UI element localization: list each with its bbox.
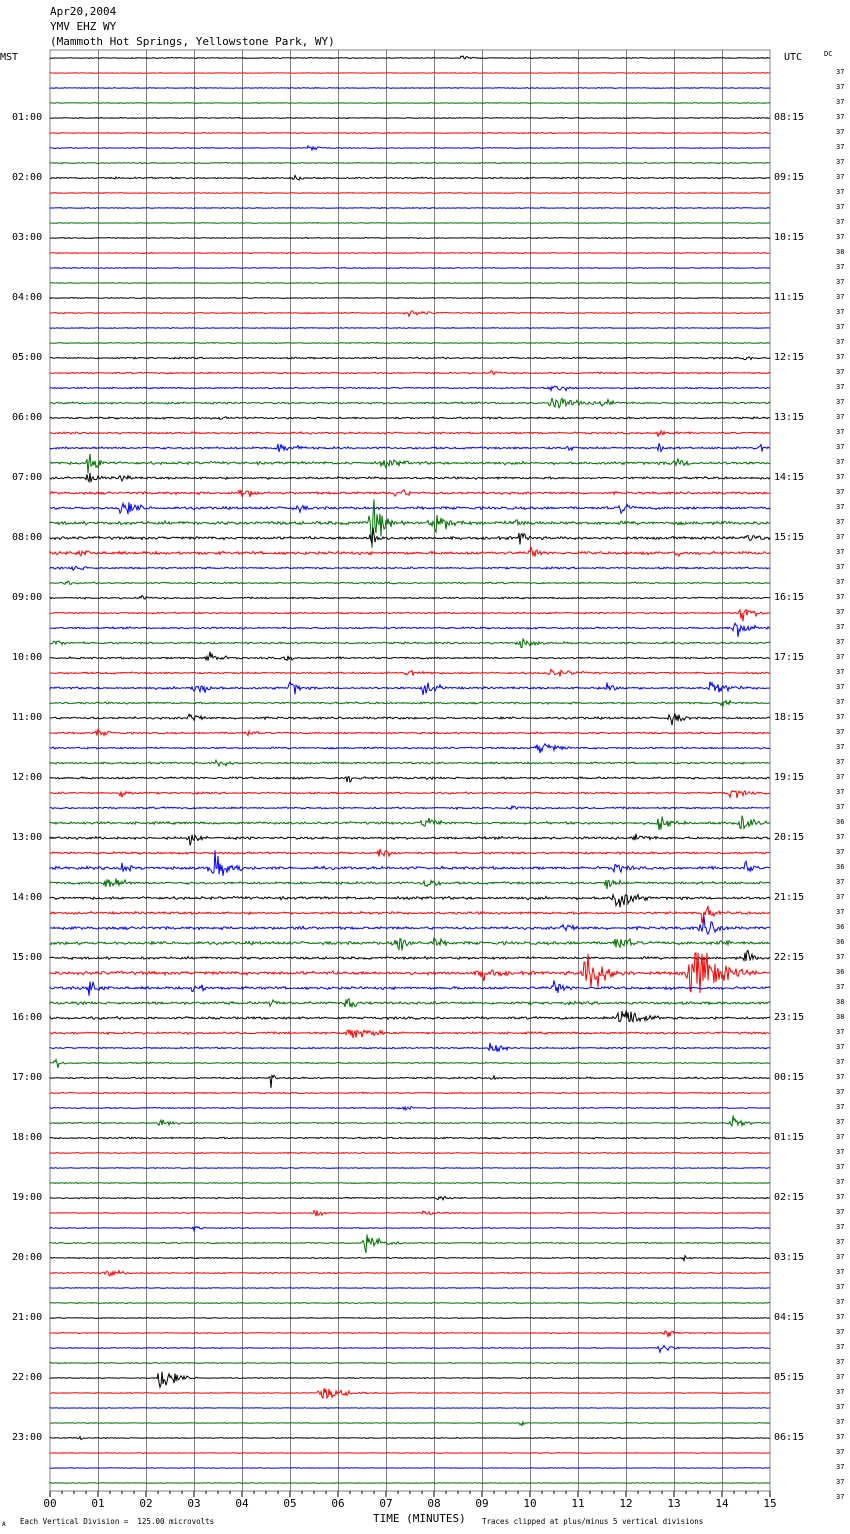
utc-hour-label: 06:15 <box>774 1432 805 1443</box>
dc-offset-value: 37 <box>836 713 845 721</box>
trace-line-20 <box>50 357 770 360</box>
dc-offset-value: 38 <box>836 248 845 256</box>
trace-line-45 <box>50 730 770 736</box>
dc-offset-value: 37 <box>836 263 845 271</box>
dc-offset-value: 37 <box>836 1223 845 1231</box>
trace-line-83 <box>50 1302 770 1303</box>
trace-line-19 <box>50 343 770 344</box>
trace-line-8 <box>50 175 770 180</box>
trace-line-42 <box>50 682 770 696</box>
mst-hour-label: 13:00 <box>12 832 43 843</box>
trace-line-82 <box>50 1288 770 1289</box>
dc-offset-value: 36 <box>836 923 845 931</box>
trace-line-16 <box>50 297 770 298</box>
x-tick-label: 07 <box>379 1497 393 1510</box>
dc-offset-value: 37 <box>836 308 845 316</box>
dc-offset-value: 37 <box>836 338 845 346</box>
trace-line-5 <box>50 133 770 134</box>
dc-offset-value: 37 <box>836 878 845 886</box>
trace-line-90 <box>50 1408 770 1409</box>
mst-hour-label: 15:00 <box>12 952 43 963</box>
dc-offset-value: 37 <box>836 128 845 136</box>
dc-offset-value: 37 <box>836 623 845 631</box>
dc-offset-value: 37 <box>836 1478 845 1486</box>
trace-line-21 <box>50 371 770 375</box>
trace-line-10 <box>50 207 770 208</box>
trace-line-65 <box>50 1030 770 1038</box>
dc-offset-value: 37 <box>836 593 845 601</box>
dc-offset-value: 37 <box>836 638 845 646</box>
scale-note: Each Vertical Division = 125.00 microvolts <box>20 1517 215 1526</box>
trace-line-89 <box>50 1388 770 1398</box>
dc-offset-value: 37 <box>836 368 845 376</box>
trace-line-84 <box>50 1318 770 1319</box>
utc-hour-label: 02:15 <box>774 1192 805 1203</box>
dc-offset-value: 37 <box>836 1388 845 1396</box>
trace-line-17 <box>50 311 770 316</box>
time-axis <box>43 1491 776 1510</box>
trace-line-91 <box>50 1422 770 1426</box>
trace-line-88 <box>50 1372 770 1388</box>
trace-line-71 <box>50 1116 770 1126</box>
trace-line-2 <box>50 88 770 89</box>
mst-hour-label: 16:00 <box>12 1012 43 1023</box>
mst-hour-label: 03:00 <box>12 232 43 243</box>
utc-hour-label: 19:15 <box>774 772 805 783</box>
trace-line-80 <box>50 1256 770 1261</box>
dc-offset-value: 37 <box>836 203 845 211</box>
dc-offset-value: 37 <box>836 158 845 166</box>
utc-hour-label: 08:15 <box>774 112 805 123</box>
x-tick-label: 11 <box>571 1497 585 1510</box>
dc-offset-value: 38 <box>836 1013 845 1021</box>
dc-offset-value: 37 <box>836 488 845 496</box>
x-axis-title: TIME (MINUTES) <box>373 1512 466 1525</box>
dc-offset-value: 37 <box>836 608 845 616</box>
trace-line-28 <box>50 473 770 482</box>
mst-hour-label: 17:00 <box>12 1072 43 1083</box>
trace-line-3 <box>50 103 770 104</box>
trace-line-53 <box>50 849 770 857</box>
dc-offset-value: 37 <box>836 1043 845 1051</box>
utc-hour-label: 20:15 <box>774 832 805 843</box>
trace-line-85 <box>50 1331 770 1337</box>
dc-offset-value: 37 <box>836 443 845 451</box>
plot-grid <box>50 50 770 1491</box>
utc-hour-label: 15:15 <box>774 532 805 543</box>
trace-line-43 <box>50 701 770 707</box>
trace-line-57 <box>50 906 770 923</box>
trace-line-11 <box>50 223 770 224</box>
station-location: (Mammoth Hot Springs, Yellowstone Park, WY) <box>50 35 335 48</box>
dc-offset-value: 37 <box>836 1283 845 1291</box>
trace-line-49 <box>50 791 770 798</box>
x-tick-label: 14 <box>715 1497 729 1510</box>
x-tick-label: 05 <box>283 1497 297 1510</box>
dc-offset-value: 37 <box>836 1253 845 1261</box>
trace-line-1 <box>50 73 770 74</box>
dc-offset-value: 37 <box>836 68 845 76</box>
dc-offset-value: 37 <box>836 1058 845 1066</box>
dc-offset-value: 37 <box>836 1073 845 1081</box>
trace-line-39 <box>50 639 770 648</box>
corner-mark: A <box>2 1521 6 1528</box>
mst-hour-label: 11:00 <box>12 712 43 723</box>
trace-line-51 <box>50 816 770 831</box>
dc-offset-value: 37 <box>836 398 845 406</box>
x-tick-label: 03 <box>187 1497 201 1510</box>
trace-line-78 <box>50 1227 770 1231</box>
trace-line-23 <box>50 398 770 408</box>
dc-offset-value: 37 <box>836 1418 845 1426</box>
dc-offset-value: 37 <box>836 1463 845 1471</box>
dc-offset-value: 37 <box>836 1373 845 1381</box>
dc-label: DC <box>824 50 833 58</box>
dc-offset-value: 37 <box>836 758 845 766</box>
trace-line-64 <box>50 1011 770 1022</box>
mst-hour-label: 10:00 <box>12 652 43 663</box>
mst-hour-label: 18:00 <box>12 1132 43 1143</box>
mst-hour-label: 08:00 <box>12 532 43 543</box>
trace-line-47 <box>50 760 770 766</box>
plot-frame <box>50 50 770 1491</box>
dc-offset-value: 37 <box>836 683 845 691</box>
trace-line-13 <box>50 252 770 253</box>
utc-hour-label: 17:15 <box>774 652 805 663</box>
dc-offset-value: 37 <box>836 953 845 961</box>
dc-offset-value: 37 <box>836 578 845 586</box>
dc-offset-value: 37 <box>836 113 845 121</box>
dc-offset-value: 37 <box>836 1268 845 1276</box>
trace-line-92 <box>50 1437 770 1440</box>
trace-line-24 <box>50 417 770 420</box>
dc-offset-value: 37 <box>836 833 845 841</box>
dc-offset-value: 37 <box>836 563 845 571</box>
utc-hour-label: 21:15 <box>774 892 805 903</box>
trace-line-73 <box>50 1152 770 1153</box>
trace-line-63 <box>50 999 770 1007</box>
trace-line-86 <box>50 1346 770 1353</box>
mst-hour-label: 23:00 <box>12 1432 43 1443</box>
dc-offset-value: 37 <box>836 1448 845 1456</box>
trace-line-54 <box>50 850 770 875</box>
trace-line-67 <box>50 1059 770 1068</box>
record-date: Apr20,2004 <box>50 5 117 18</box>
dc-offset-value: 37 <box>836 173 845 181</box>
trace-line-68 <box>50 1075 770 1088</box>
trace-line-76 <box>50 1196 770 1199</box>
dc-offset-value: 37 <box>836 803 845 811</box>
trace-line-56 <box>50 895 770 908</box>
utc-hour-label: 12:15 <box>774 352 805 363</box>
trace-line-29 <box>50 490 770 497</box>
dc-offset-value: 37 <box>836 98 845 106</box>
dc-offset-value: 37 <box>836 548 845 556</box>
mst-hour-label: 19:00 <box>12 1192 43 1203</box>
dc-offset-value: 36 <box>836 818 845 826</box>
dc-offset-value: 37 <box>836 323 845 331</box>
trace-line-44 <box>50 714 770 726</box>
trace-line-4 <box>50 118 770 119</box>
x-tick-label: 08 <box>427 1497 441 1510</box>
mst-hour-label: 12:00 <box>12 772 43 783</box>
trace-line-7 <box>50 163 770 164</box>
trace-line-72 <box>50 1137 770 1139</box>
trace-line-33 <box>50 547 770 556</box>
trace-line-12 <box>50 238 770 239</box>
mst-hour-label: 07:00 <box>12 472 43 483</box>
mst-hour-label: 20:00 <box>12 1252 43 1263</box>
trace-line-41 <box>50 669 770 676</box>
dc-offset-value: 37 <box>836 1433 845 1441</box>
dc-offset-value: 37 <box>836 278 845 286</box>
left-timezone-label: MST <box>0 52 19 63</box>
dc-offset-value: 37 <box>836 518 845 526</box>
dc-offset-value: 37 <box>836 668 845 676</box>
trace-line-14 <box>50 267 770 268</box>
dc-offset-value: 37 <box>836 653 845 661</box>
trace-line-75 <box>50 1182 770 1183</box>
trace-line-25 <box>50 431 770 437</box>
x-tick-label: 09 <box>475 1497 489 1510</box>
dc-offset-value: 37 <box>836 848 845 856</box>
trace-line-69 <box>50 1092 770 1093</box>
dc-offset-value: 37 <box>836 1133 845 1141</box>
trace-line-38 <box>50 623 770 637</box>
trace-line-36 <box>50 596 770 600</box>
dc-offset-value: 37 <box>836 1088 845 1096</box>
trace-line-77 <box>50 1211 770 1217</box>
x-tick-label: 00 <box>43 1497 57 1510</box>
dc-offset-value: 37 <box>836 788 845 796</box>
trace-line-46 <box>50 744 770 753</box>
utc-hour-label: 11:15 <box>774 292 805 303</box>
dc-offset-value: 37 <box>836 383 845 391</box>
dc-offset-value: 37 <box>836 188 845 196</box>
utc-hour-label: 01:15 <box>774 1132 805 1143</box>
dc-offset-value: 37 <box>836 773 845 781</box>
trace-line-48 <box>50 777 770 782</box>
trace-line-18 <box>50 328 770 329</box>
dc-offset-value: 37 <box>836 143 845 151</box>
utc-hour-label: 04:15 <box>774 1312 805 1323</box>
trace-line-87 <box>50 1363 770 1364</box>
utc-hour-label: 16:15 <box>774 592 805 603</box>
dc-offset-value: 37 <box>836 458 845 466</box>
trace-line-79 <box>50 1234 770 1253</box>
trace-line-6 <box>50 146 770 150</box>
dc-offset-value: 37 <box>836 1208 845 1216</box>
dc-offset-value: 37 <box>836 698 845 706</box>
dc-offset-value: 37 <box>836 1403 845 1411</box>
trace-line-62 <box>50 981 770 996</box>
trace-line-81 <box>50 1271 770 1276</box>
x-tick-label: 04 <box>235 1497 249 1510</box>
trace-line-95 <box>50 1483 770 1484</box>
x-tick-label: 15 <box>763 1497 777 1510</box>
utc-hour-label: 14:15 <box>774 472 805 483</box>
dc-offset-value: 37 <box>836 413 845 421</box>
dc-offset-value: 38 <box>836 998 845 1006</box>
utc-hour-label: 10:15 <box>774 232 805 243</box>
x-tick-label: 13 <box>667 1497 681 1510</box>
dc-offset-value: 37 <box>836 1358 845 1366</box>
trace-line-66 <box>50 1043 770 1052</box>
dc-offset-value: 37 <box>836 473 845 481</box>
trace-line-22 <box>50 386 770 391</box>
seismic-traces <box>50 56 770 1483</box>
dc-offset-value: 37 <box>836 1493 845 1501</box>
station-code: YMV EHZ WY <box>50 20 117 33</box>
dc-offset-value: 37 <box>836 428 845 436</box>
x-tick-label: 02 <box>139 1497 153 1510</box>
trace-line-60 <box>50 950 770 961</box>
trace-line-50 <box>50 806 770 809</box>
utc-hour-label: 09:15 <box>774 172 805 183</box>
dc-offset-value: 37 <box>836 728 845 736</box>
trace-line-35 <box>50 581 770 584</box>
trace-line-34 <box>50 566 770 570</box>
dc-offset-value: 36 <box>836 863 845 871</box>
dc-offset-value: 37 <box>836 1313 845 1321</box>
dc-offset-value: 37 <box>836 1343 845 1351</box>
dc-offset-value: 37 <box>836 1178 845 1186</box>
mst-hour-label: 21:00 <box>12 1312 43 1323</box>
mst-hour-label: 09:00 <box>12 592 43 603</box>
dc-offset-value: 37 <box>836 908 845 916</box>
dc-offset-value: 37 <box>836 1298 845 1306</box>
x-tick-label: 01 <box>91 1497 105 1510</box>
mst-hour-label: 04:00 <box>12 292 43 303</box>
trace-line-27 <box>50 454 770 473</box>
dc-offset-value: 37 <box>836 533 845 541</box>
x-tick-label: 12 <box>619 1497 633 1510</box>
mst-hour-label: 01:00 <box>12 112 43 123</box>
trace-line-0 <box>50 56 770 59</box>
trace-line-31 <box>50 499 770 548</box>
x-tick-label: 10 <box>523 1497 537 1510</box>
dc-offset-value: 37 <box>836 983 845 991</box>
dc-offset-value: 37 <box>836 1193 845 1201</box>
mst-hour-label: 06:00 <box>12 412 43 423</box>
utc-hour-label: 23:15 <box>774 1012 805 1023</box>
trace-line-74 <box>50 1167 770 1168</box>
utc-hour-label: 18:15 <box>774 712 805 723</box>
dc-offset-value: 37 <box>836 83 845 91</box>
dc-offset-value: 37 <box>836 743 845 751</box>
trace-line-26 <box>50 443 770 452</box>
utc-hour-label: 03:15 <box>774 1252 805 1263</box>
dc-offset-value: 37 <box>836 233 845 241</box>
utc-hour-label: 00:15 <box>774 1072 805 1083</box>
dc-offset-value: 36 <box>836 938 845 946</box>
dc-offset-value: 37 <box>836 1238 845 1246</box>
dc-offset-value: 37 <box>836 1028 845 1036</box>
trace-line-37 <box>50 610 770 622</box>
utc-hour-label: 13:15 <box>774 412 805 423</box>
trace-line-32 <box>50 527 770 544</box>
x-tick-label: 06 <box>331 1497 345 1510</box>
dc-offset-value: 37 <box>836 1148 845 1156</box>
dc-offset-value: 37 <box>836 1328 845 1336</box>
trace-line-55 <box>50 879 770 890</box>
trace-line-40 <box>50 652 770 661</box>
clip-note: Traces clipped at plus/minus 5 vertical divisions <box>482 1517 704 1526</box>
trace-line-9 <box>50 193 770 194</box>
utc-hour-label: 22:15 <box>774 952 805 963</box>
dc-offset-value: 37 <box>836 293 845 301</box>
trace-line-52 <box>50 834 770 846</box>
utc-hour-label: 05:15 <box>774 1372 805 1383</box>
trace-line-30 <box>50 502 770 514</box>
dc-offset-value: 37 <box>836 503 845 511</box>
trace-line-93 <box>50 1453 770 1454</box>
mst-hour-label: 05:00 <box>12 352 43 363</box>
dc-offset-value: 37 <box>836 218 845 226</box>
dc-offset-value: 37 <box>836 893 845 901</box>
trace-line-94 <box>50 1468 770 1469</box>
trace-line-58 <box>50 916 770 934</box>
mst-hour-label: 02:00 <box>12 172 43 183</box>
trace-line-59 <box>50 938 770 951</box>
dc-offset-value: 36 <box>836 968 845 976</box>
dc-offset-value: 37 <box>836 353 845 361</box>
dc-offset-value: 37 <box>836 1103 845 1111</box>
dc-offset-value: 37 <box>836 1118 845 1126</box>
mst-hour-label: 22:00 <box>12 1372 43 1383</box>
trace-line-70 <box>50 1107 770 1110</box>
trace-line-15 <box>50 283 770 284</box>
mst-hour-label: 14:00 <box>12 892 43 903</box>
dc-offset-value: 37 <box>836 1163 845 1171</box>
right-timezone-label: UTC <box>784 52 803 63</box>
